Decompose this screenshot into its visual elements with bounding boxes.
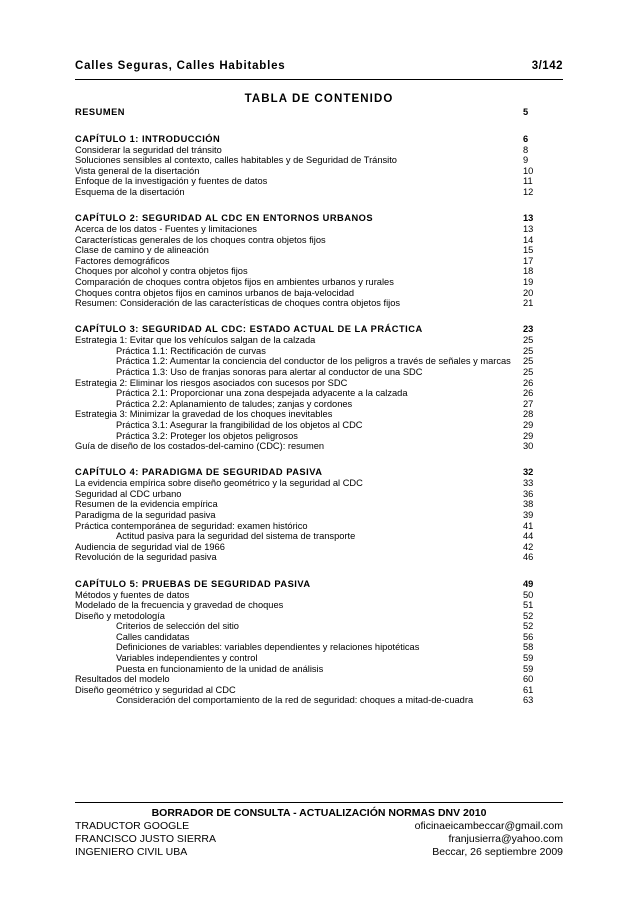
section-gap [75,309,563,325]
toc-entry-text: Diseño y metodología [75,610,165,621]
toc-entry [75,510,563,521]
toc-entry-page: 63 [523,695,534,706]
toc-entry-text: Acerca de los datos - Fuentes y limitaciones [75,223,257,234]
section-gap [75,452,563,468]
toc-entry [75,489,563,500]
toc-entry-text: Modelado de la frecuencia y gravedad de choques [75,600,284,611]
toc-entry [75,356,563,367]
toc-entry [75,224,563,235]
toc-entry-page: 49 [523,578,534,589]
office-email: oficinaeicambeccar@gmail.com [414,820,563,832]
toc-entry [75,685,563,696]
toc-entry-text: Diseño geométrico y seguridad al CDC [75,684,236,695]
toc-entry-text: Vista general de la disertación [75,165,200,176]
toc-entry-page: 51 [523,600,534,611]
toc-entry-text: La evidencia empírica sobre diseño geométrico y la seguridad al CDC [75,478,363,489]
footer-line-3 [75,846,563,859]
toc-entry-page: 39 [523,510,534,521]
section-gap [75,563,563,579]
document-title: Calles Seguras, Calles Habitables [75,60,286,72]
toc-entry-text: Puesta en funcionamiento de la unidad de análisis [116,663,324,674]
toc-entry [75,664,563,675]
toc-entry-page: 56 [523,631,534,642]
toc-entry-text: Considerar la seguridad del tránsito [75,144,222,155]
toc-entry-page: 25 [523,345,534,356]
toc-entry-page: 5 [523,107,529,117]
toc-entry-page: 32 [523,467,534,478]
toc-entry-page: 13 [523,212,534,223]
toc-entry-text: Comparación de choques contra objetos fijos en ambientes urbanos y rurales [75,276,394,287]
toc-entry-text: Soluciones sensibles al contexto, calles habitables y de Seguridad de Tránsito [75,155,397,166]
toc-entry-text: Definiciones de variables: variables dependientes y relaciones hipotéticas [116,642,420,653]
toc-entry-page: 50 [523,589,534,600]
toc-entry [75,632,563,643]
toc-entry-text: CAPÍTULO 4: PARADIGMA DE SEGURIDAD PASIVA [75,467,323,478]
toc-entry [75,590,563,601]
toc-entry [75,245,563,256]
toc-entry-page: 15 [523,245,534,256]
toc-entry-page: 26 [523,377,534,388]
toc-title: TABLA DE CONTENIDO [244,93,394,105]
toc-entry [75,256,563,267]
toc-entry [75,642,563,653]
toc-entry-page: 25 [523,335,534,346]
toc-entry-page: 42 [523,541,534,552]
toc-entry-page: 29 [523,419,534,430]
toc-chapter-heading [75,579,563,590]
toc-entry-text: Audiencia de seguridad vial de 1966 [75,541,225,552]
toc-entry-page: 18 [523,266,534,277]
toc-entry [75,298,563,309]
place-date: Beccar, 26 septiembre 2009 [432,846,563,858]
toc-entry-page: 46 [523,552,534,563]
toc-entry [75,600,563,611]
toc-entry-page: 38 [523,499,534,510]
toc-entry-text: CAPÍTULO 3: SEGURIDAD AL CDC: ESTADO ACTUAL DE LA PRÁCTICA [75,324,423,335]
toc-chapter-heading [75,134,563,145]
toc-entry-page: 10 [523,165,534,176]
toc-entry-text: Choques por alcohol y contra objetos fijos [75,266,248,277]
toc-entry [75,266,563,277]
footer-draft-notice: BORRADOR DE CONSULTA - ACTUALIZACIÓN NORMAS DNV 2010 [151,807,487,819]
toc-entry [75,187,563,198]
toc-entry-page: 59 [523,653,534,664]
author-title: INGENIERO CIVIL UBA [75,846,188,858]
toc-entry-text: Variables independientes y control [116,653,258,664]
toc-entry [75,166,563,177]
toc-entry-text: Consideración del comportamiento de la red de seguridad: choques a mitad-de-cuadra [116,695,474,706]
toc-chapter-heading [75,324,563,335]
footer-line-1 [75,820,563,833]
toc-entry [75,499,563,510]
toc-entry-page: 33 [523,478,534,489]
toc-entry [75,611,563,622]
toc-entry-page: 12 [523,186,534,197]
toc-entry-page: 6 [523,133,529,144]
toc-entry [75,145,563,156]
toc-entry [75,346,563,357]
toc-entry-text: Práctica 2.1: Proporcionar una zona despejada adyacente a la calzada [116,388,408,399]
toc-entry-text: Resumen: Consideración de las características de choques contra objetos fijos [75,298,401,309]
toc-entry [75,531,563,542]
toc-entry-text: Práctica 3.1: Asegurar la frangibilidad de los objetos al CDC [116,419,363,430]
toc-entry-page: 9 [523,155,529,166]
toc-entry-page: 44 [523,531,534,542]
toc-entry-text: Resultados del modelo [75,674,170,685]
toc-entry-text: Enfoque de la investigación y fuentes de datos [75,176,268,187]
toc-entry-page: 20 [523,287,534,298]
toc-entry [75,335,563,346]
toc-entry-text: Seguridad al CDC urbano [75,488,182,499]
author-email: franjusierra@yahoo.com [448,833,563,845]
toc-entry-text: Revolución de la seguridad pasiva [75,552,217,563]
toc-chapter-heading [75,213,563,224]
toc-entry-text: CAPÍTULO 2: SEGURIDAD AL CDC EN ENTORNOS URBANOS [75,212,374,223]
translator-label: TRADUCTOR GOOGLE [75,820,190,832]
toc-entry [75,367,563,378]
toc-chapter-heading [75,467,563,478]
toc-entry [75,431,563,442]
toc-entry [75,441,563,452]
toc-entry [75,674,563,685]
toc-entry-text: Criterios de selección del sitio [116,621,239,632]
toc-entry-page: 61 [523,684,534,695]
toc-entry-text: Calles candidatas [116,631,190,642]
toc-entry [75,552,563,563]
toc-entry-page: 17 [523,255,534,266]
toc-entry-page: 52 [523,621,534,632]
toc-entry-text: Esquema de la disertación [75,186,185,197]
toc-entry [75,176,563,187]
toc-entry-page: 36 [523,488,534,499]
toc-entry-page: 21 [523,298,534,309]
toc-entry [75,621,563,632]
toc-entry-text: Práctica 1.3: Uso de franjas sonoras para alertar al conductor de una SDC [116,367,423,377]
toc-entry-page: 28 [523,409,534,420]
toc-entry [75,155,563,166]
toc-entry-page: 25 [523,367,534,377]
toc-entry [75,521,563,532]
toc-chapter-heading [75,107,563,118]
toc-entry-text: Métodos y fuentes de datos [75,589,190,600]
toc-entry-text: Características generales de los choques contra objetos fijos [75,234,326,245]
page-number: 3/142 [531,60,563,72]
toc-entry [75,378,563,389]
toc-entry-page: 19 [523,276,534,287]
toc-entry [75,695,563,706]
section-gap [75,197,563,213]
toc-entry-text: CAPÍTULO 1: INTRODUCCIÓN [75,133,221,144]
toc-entry [75,409,563,420]
toc-entry-page: 11 [523,176,533,187]
toc-entry-page: 60 [523,674,534,685]
toc-entry-page: 29 [523,430,534,441]
page-header [75,60,563,80]
footer-line-2 [75,833,563,846]
footer-divider [75,802,563,803]
toc-entry-text: Práctica 1.2: Aumentar la conciencia del conductor de los peligros a través de señales y marcas [116,356,511,367]
toc-entry-text: Práctica contemporánea de seguridad: examen histórico [75,520,308,531]
toc-entry-text: Choques contra objetos fijos en caminos urbanos de baja-velocidad [75,287,355,298]
toc-entry-text: Actitud pasiva para la seguridad del sistema de transporte [116,531,356,542]
toc-entry [75,399,563,410]
author-name: FRANCISCO JUSTO SIERRA [75,833,216,845]
section-gap [75,118,563,134]
toc-entry [75,277,563,288]
toc-entry-page: 59 [523,663,534,674]
toc-entry-page: 14 [523,234,534,245]
toc-entry-text: Clase de camino y de alineación [75,245,209,256]
toc-entry-text: Estrategia 2: Eliminar los riesgos asociados con sucesos por SDC [75,377,348,388]
toc-entry-text: CAPÍTULO 5: PRUEBAS DE SEGURIDAD PASIVA [75,578,311,589]
table-of-contents [75,107,563,706]
toc-entry-page: 30 [523,441,534,452]
toc-entry-text: Práctica 1.1: Rectificación de curvas [116,345,266,356]
toc-entry-page: 25 [523,356,534,367]
toc-entry-page: 23 [523,324,534,335]
toc-entry-page: 26 [523,388,534,399]
toc-entry [75,388,563,399]
toc-entry [75,420,563,431]
toc-entry-text: Resumen de la evidencia empírica [75,499,218,510]
toc-entry [75,653,563,664]
toc-entry [75,478,563,489]
toc-entry [75,288,563,299]
toc-entry-text: Estrategia 1: Evitar que los vehículos salgan de la calzada [75,335,316,346]
toc-entry-text: Práctica 3.2: Proteger los objetos peligrosos [116,430,298,441]
toc-entry-page: 52 [523,610,534,621]
toc-entry-text: Paradigma de la seguridad pasiva [75,510,216,521]
toc-entry-page: 13 [523,223,534,234]
page-footer [75,807,563,859]
toc-entry-page: 8 [523,144,529,155]
toc-entry-page: 27 [523,398,534,409]
toc-entry-text: Guía de diseño de los costados-del-camino (CDC): resumen [75,441,325,452]
toc-entry [75,235,563,246]
toc-entry-text: Práctica 2.2: Aplanamiento de taludes; zanjas y cordones [116,398,353,409]
toc-entry-page: 41 [523,520,534,531]
toc-entry-text: RESUMEN [75,107,125,117]
toc-entry [75,542,563,553]
toc-entry-page: 58 [523,642,534,653]
toc-entry-text: Estrategia 3: Minimizar la gravedad de los choques inevitables [75,409,333,420]
toc-entry-text: Factores demográficos [75,255,170,266]
